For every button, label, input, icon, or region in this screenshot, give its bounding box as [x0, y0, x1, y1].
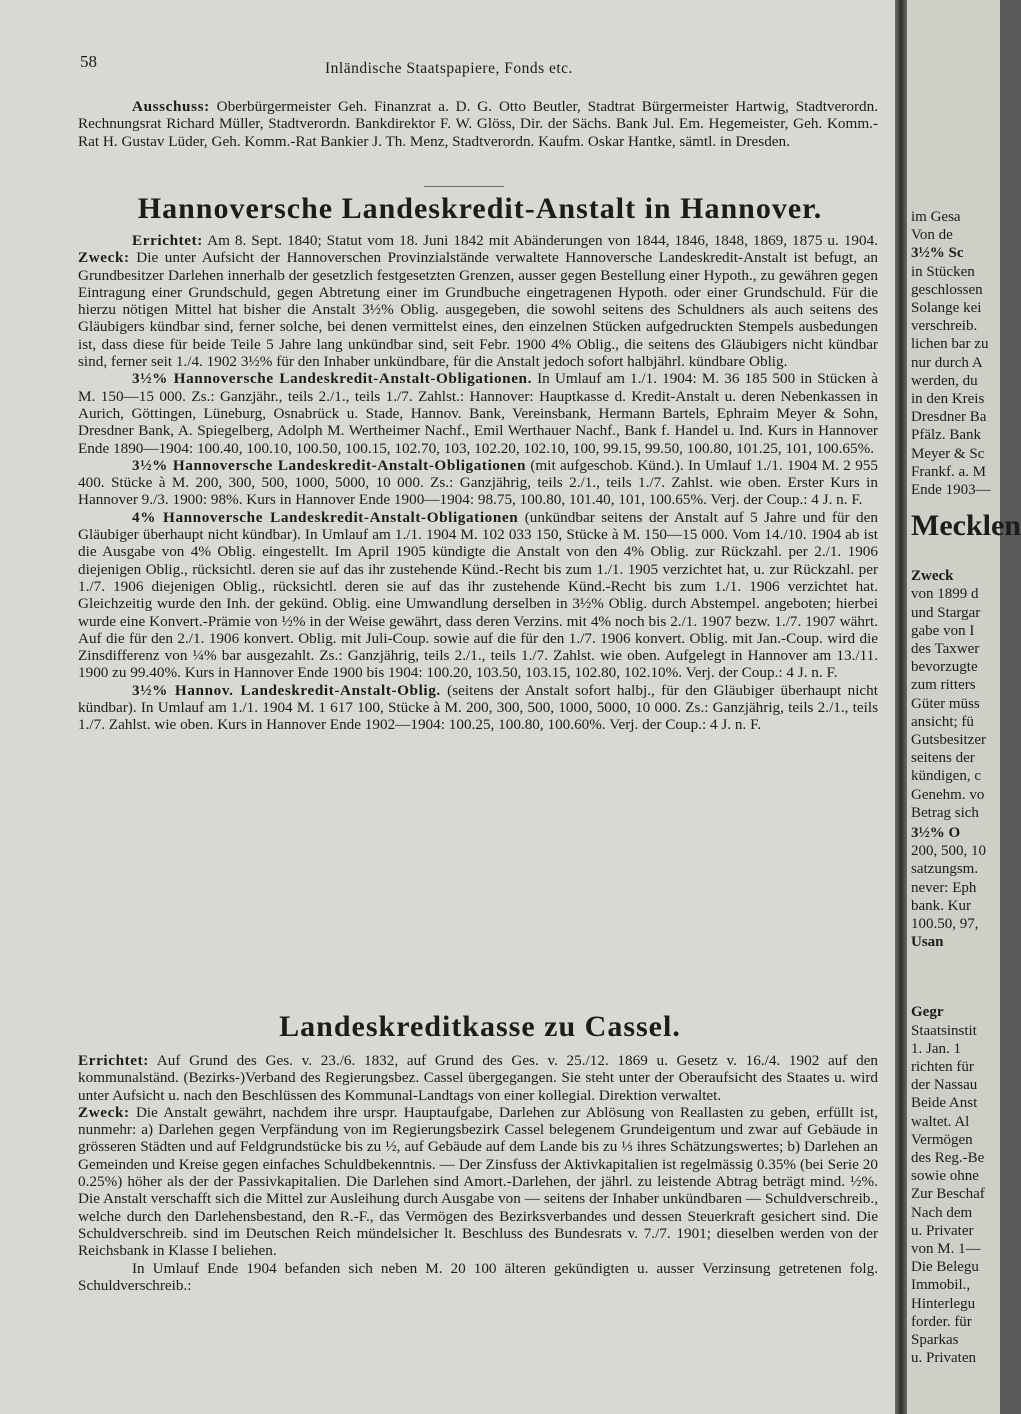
right-page-line: forder. für	[911, 1313, 972, 1330]
top-block	[78, 98, 878, 150]
right-page-line: 100.50, 97,	[911, 916, 979, 932]
right-page-line: u. Privater	[911, 1222, 974, 1239]
paragraph	[78, 682, 878, 734]
book-gutter	[895, 0, 907, 1414]
paragraph	[78, 1104, 878, 1260]
right-page-line: zum ritters	[911, 677, 976, 694]
right-page-line: Hinterlegu	[911, 1295, 976, 1312]
right-page-line: des Reg.-Be	[911, 1150, 985, 1166]
para-label: Errichtet:	[132, 232, 203, 249]
para-text: In Umlauf am 1./1. 1904: M. 36 185 500 in Stücken à M. 150—15 000. Zs.: Ganzjähr., teils 2./1., teils 1./7. Zahlst.: Hannover: Hauptkasse d. Kredit-Anstalt u. deren Nebenkassen in Aurich, Göttingen, Lüneburg, Osnabrück u. Stade, Hannov. Bank, Vereinsbank, Hermann Bartels, Ephraim Meyer & Sohn, Dresdner Bank, A. Spiegelberg, Adolph M. Wertheimer Nachf., Emil Werthauer Nachf., Bank f. Handel u. Ind. Kurs in Hannover Ende 1890—1904: 100.40, 100.10, 100.50, 100.15, 102.70, 103, 102.20, 102.10, 100, 99.15, 99.50, 100.80, 101.25, 101, 100.65%.	[78, 370, 878, 457]
right-page-line: geschlossen	[911, 281, 983, 298]
right-page-line: Gegr	[911, 1004, 944, 1021]
right-page-line: Gutsbesitzer	[911, 732, 986, 748]
right-page-line: Nach dem	[911, 1204, 973, 1221]
para-text: Auf Grund des Ges. v. 23./6. 1832, auf Grund des Ges. v. 25./12. 1869 u. Gesetz v. 16./4. 1902 auf den kommunalständ. (Bezirks-)Verband des Regierungsbez. Cassel übergegangen. Sie steht unter der Oberaufsicht des Staates u. wird unter Aufsicht u. nach den Beschlüssen des Kommunal-Landtags von einer kollegial. Direktion verwaltet.	[78, 1052, 878, 1104]
right-page-line: Zweck	[911, 568, 954, 585]
right-page-line: in Stücken	[911, 263, 975, 280]
right-page-fragment	[907, 0, 1021, 1414]
para-label: Zweck:	[78, 1103, 130, 1121]
right-page-line: 3½% O	[911, 825, 961, 841]
page-number: 58	[80, 52, 97, 71]
right-page-line: bevorzugte	[911, 659, 978, 676]
section-hannover-body	[78, 232, 878, 734]
paragraph	[78, 457, 878, 509]
paragraph	[78, 509, 878, 682]
right-page-line: Immobil.,	[911, 1277, 971, 1294]
para-text: In Umlauf Ende 1904 befanden sich neben M. 20 100 älteren gekündigten u. ausser Verzinsung getretenen folg. Schuldverschreib.:	[78, 1259, 878, 1294]
right-page-line: des Taxwer	[911, 641, 980, 657]
right-page-line: Solange kei	[911, 300, 982, 316]
right-page-line: Vermögen	[911, 1131, 973, 1148]
right-page-line: satzungsm.	[911, 861, 979, 878]
section-title-hannover: Hannoversche Landeskredit-Anstalt in Hannover.	[137, 192, 823, 225]
para-label: Zweck:	[78, 249, 130, 267]
right-page-line: gabe von I	[911, 622, 975, 639]
right-page-line: Meyer & Sc	[911, 445, 985, 462]
right-page-line: Sparkas	[911, 1332, 959, 1348]
paragraph	[78, 1052, 878, 1104]
right-page-line: Betrag sich	[911, 804, 979, 821]
para-text: Die unter Aufsicht der Hannoverschen Provinzialstände verwaltete Hannoversche Landeskredit-Anstalt ist befugt, an Grundbesitzer Darlehen innerhalb der gesetzlich festgesetzten Grenzen, ausser gegen Bestellung einer Hypoth., zu gewähren gegen Eintragung einer Grundschuld, gegen Abtretung einer im Grundbuche eingetragenen Hypoth. oder einer Grundschuld. Für die hierzu nötigen Mittel hat bisher die Anstalt 3½% Oblig. ausgegeben, die sowohl seitens des Schuldners als auch seitens des Gläubigers kündbar sind, ferner solche, bei denen vermittelst eines, den einzelnen Stücken aufgedruckten Stempels ausbedungen ist, dass diese für beide Teile 5 Jahre lang unkündbar sind, seit Febr. 1900 4% Oblig., die seitens des Gläubigers nicht kündbar sind, ferner seit 1./4. 1902 3½% für den Inhaber unkündbare, für die Anstalt jedoch sofort halbjährl. kündbare Oblig.	[78, 249, 878, 371]
right-page-line: richten für	[911, 1059, 974, 1075]
right-page-line: waltet. Al	[911, 1113, 970, 1130]
para-text: (unkündbar seitens der Anstalt auf 5 Jahre und für den Gläubiger überhaupt nicht kündbar). In Umlauf am 1./1. 1904 M. 102 033 150, Stücke à M. 150—15 000. Vom 14./10. 1904 ab ist die Ausgabe von 4% Oblig. eingestellt. Im April 1905 kündigte die Anstalt von den 4% Oblig. zur Rückzahl. per 2./1. 1906 diejenigen Oblig., rücksichtl. deren sie auf das ihr zustehende Künd.-Recht bis zum 1./1. 1905 verzichtet hat, u. zur Rückzahl. per 1./7. 1906 diejenigen Oblig., rücksichtl. deren sie auf das ihr zustehende Künd.-Recht bis zum 1./1. 1906 verzichtet hat. Gleichzeitig wurde den Inh. der gekünd. Oblig. eine Umwandlung derselben in 3½% Oblig. durch Abstempel. angeboten; hierbei wurde eine Konvert.-Prämie von ½% in der Weise gewährt, dass deren Verzins. mit 4% noch bis 2./1. 1907 bezw. 1./7. 1907 währt. Auf die für den 2./1. 1906 konvert. Oblig. mit Juli-Coup. sowie auf die für den 1./7. 1906 konvert. Oblig. mit Jan.-Coup. wird die Zinsdifferenz von ¼% bar ausgezahlt. Zs.: Ganzjährig, teils 2./1., teils 1./7. Zahlst. wie oben. Aufgelegt in Hannover am 13./11. 1900 zu 99.40%. Kurs in Hannover Ende 1900 bis 1904: 100.20, 103.50, 103.15, 102.80, 102.10%. Verj. der Coup.: 4 J. n. F.	[78, 508, 878, 682]
para-text: (mit aufgeschob. Künd.). In Umlauf 1./1. 1904 M. 2 955 400. Stücke à M. 200, 300, 500, 1000, 5000, 10 000. Zs.: Ganzjährig, teils 2./1., teils 1./7. Zahlst. wie oben. Erster Kurs in Hannover 9./3. 1900: 98%. Kurs in Hannover Ende 1900—1904: 98.75, 100.80, 101.40, 101, 100.65%. Verj. der Coup.: 4 J. n. F.	[78, 456, 878, 509]
top-block-text: Oberbürgermeister Geh. Finanzrat a. D. G. Otto Beutler, Stadtrat Bürgermeister Hartwig, Stadtverordn. Rechnungsrat Richard Müller, Stadtverordn. Bankdirektor F. W. Glöss, Dir. der Sächs. Bank Jul. Em. Hegemeister, Geh. Komm.-Rat H. Gustav Lüder, Geh. Komm.-Rat Bankier J. Th. Menz, Stadtverordn. Kaufm. Oskar Hantke, sämtl. in Dresden.	[78, 98, 878, 150]
right-page-line: sowie ohne	[911, 1168, 979, 1185]
right-page-line: Die Belegu	[911, 1259, 979, 1276]
right-page-line: never: Eph	[911, 879, 977, 896]
paragraph	[78, 370, 878, 456]
right-page-line: kündigen, c	[911, 768, 981, 785]
para-label: 4% Hannoversche Landeskredit-Anstalt-Obligationen	[132, 508, 519, 526]
section-cassel-body	[78, 1052, 878, 1294]
right-page-line: Zur Beschaf	[911, 1186, 985, 1203]
right-page-line: Beide Anst	[911, 1095, 978, 1112]
right-page-line: u. Privaten	[911, 1350, 976, 1367]
section-title-cassel: Landeskreditkasse zu Cassel.	[279, 1010, 681, 1043]
right-page-line: von M. 1—	[911, 1241, 981, 1257]
right-page-line: Ende 1903—	[911, 482, 991, 498]
right-page-line: 3½% Sc	[911, 245, 964, 262]
para-label: 3½% Hannoversche Landeskredit-Anstalt-Obligationen	[132, 456, 527, 474]
para-text: Die Anstalt gewährt, nachdem ihre urspr. Hauptaufgabe, Darlehen zur Ablösung von Reallasten zu geben, erfüllt ist, nunmehr: a) Darlehen gegen Verpfändung von im Regierungsbezirk Cassel belegenem Grundeigentum und zwar auf Gebäude in grösseren Städten und auf Feldgrundstücke bis zu ½, auf Gebäude auf dem Lande bis zu ⅓ ihres Schätzungswertes; b) Darlehen an Gemeinden und Kreise gegen einfaches Schuldbekenntnis. — Der Zinsfuss der Aktivkapitalien ist regelmässig 0.35% (bei Serie 20 0.25%) höher als der der Passivkapitalien. Die Darlehen sind Amort.-Darlehen, der jährl. zu leistende Abtrag beträgt mind. ½%. Die Anstalt verschafft sich die Mittel zur Ausleihung durch Ausgabe von — seitens der Inhaber unkündbaren — Schuldverschreib., welche durch den Darlehensbestand, den R.-F., das Vermögen des Bezirksverbandes und dessen Steuerkraft gesichert sind. Die Schuldverschreib. sind im Deutschen Reich mündelsicher lt. Beschluss des Bundesrats v. 7./7. 1901; dieselben werden von der Reichsbank in Klasse I beliehen.	[78, 1103, 878, 1260]
right-page-line: Staatsinstit	[911, 1022, 977, 1039]
right-page-line: verschreib.	[911, 318, 978, 335]
right-page-line: 200, 500, 10	[911, 843, 986, 860]
right-page-line: Dresdner Ba	[911, 409, 987, 426]
right-page-line: von 1899 d	[911, 586, 979, 603]
para-text: (seitens der Anstalt sofort halbj., für den Gläubiger überhaupt nicht kündbar). In Umlauf am 1./1. 1904 M. 1 617 100, Stücke à M. 200, 300, 500, 1000, 5000, 10 000. Zs.: Ganzjährig, teils 2./1., teils 1./7. Zahlst. wie oben. Kurs in Hannover Ende 1902—1904: 100.25, 100.80, 100.60%. Verj. der Coup.: 4 J. n. F.	[78, 681, 878, 734]
right-page-line: seitens der	[911, 750, 975, 767]
right-page-line: Genehm. vo	[911, 786, 985, 803]
right-page-line: und Stargar	[911, 604, 981, 621]
para-label: Errichtet:	[78, 1052, 149, 1069]
right-page-line: nur durch A	[911, 354, 983, 371]
paragraph	[78, 232, 878, 370]
right-page-line: Pfälz. Bank	[911, 427, 981, 444]
running-head: Inländische Staatspapiere, Fonds etc.	[325, 60, 573, 77]
right-page-line: 1. Jan. 1	[911, 1040, 961, 1057]
right-page-line: Güter müss	[911, 695, 980, 712]
right-page-line: Frankf. a. M	[911, 463, 986, 480]
right-page-line: werden, du	[911, 372, 978, 389]
para-label: 3½% Hannov. Landeskredit-Anstalt-Oblig.	[132, 681, 441, 699]
para-text: Am 8. Sept. 1840; Statut vom 18. Juni 1842 mit Abänderungen von 1844, 1846, 1848, 1869, 1875 u. 1904.	[202, 232, 878, 249]
top-block-label: Ausschuss:	[132, 98, 210, 115]
right-page-line: ansicht; fü	[911, 713, 974, 730]
paragraph	[78, 1260, 878, 1295]
right-page-line: lichen bar zu	[911, 336, 989, 353]
right-page-line: im Gesa	[911, 209, 961, 225]
para-label: 3½% Hannoversche Landeskredit-Anstalt-Obligationen.	[132, 370, 532, 388]
right-page-line: in den Kreis	[911, 391, 985, 407]
right-page-line: bank. Kur	[911, 897, 971, 914]
right-page-line: der Nassau	[911, 1077, 978, 1094]
right-page-line: Von de	[911, 227, 953, 244]
right-page-line: Usan	[911, 934, 944, 951]
right-page-line: Mecklen	[911, 509, 1021, 543]
divider	[424, 186, 504, 187]
